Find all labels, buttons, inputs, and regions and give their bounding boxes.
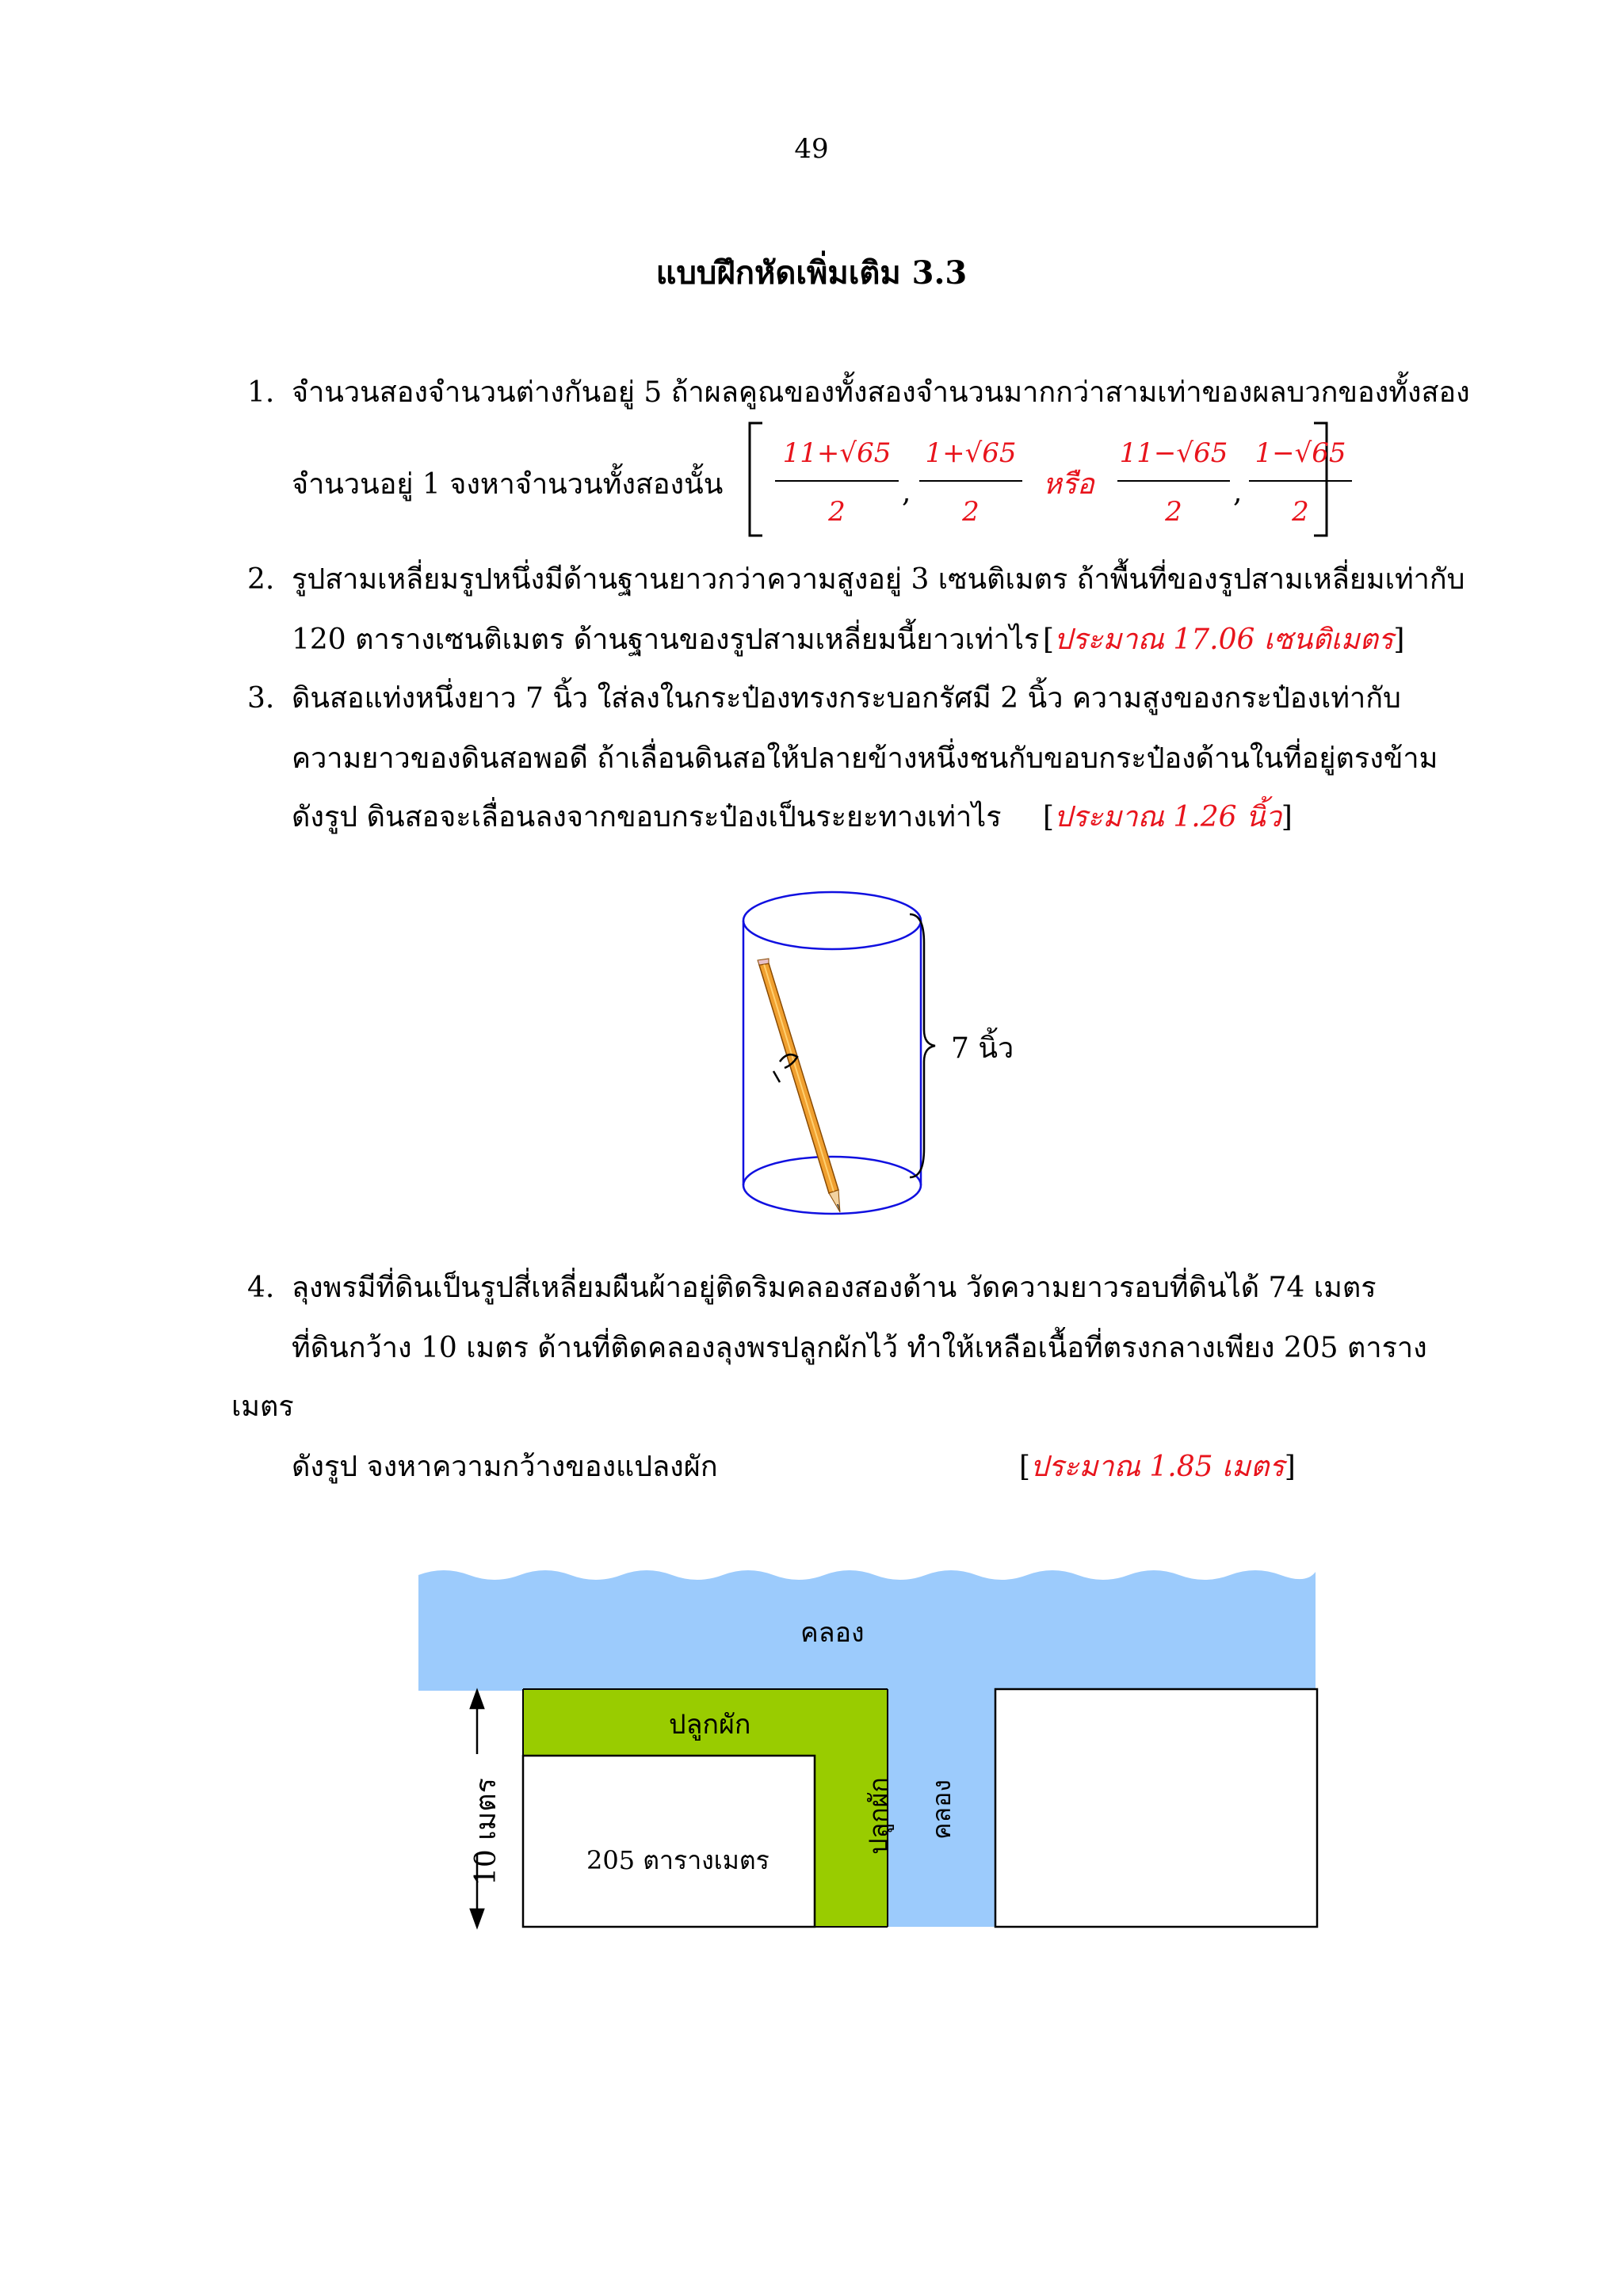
- right-land: [995, 1689, 1317, 1927]
- height-brace: [907, 911, 941, 1180]
- central-land: [523, 1756, 815, 1927]
- problem-3-line-3: ดังรูป ดินสอจะเลื่อนลงจากขอบกระป๋องเป็นระยะทางเท่าไร: [292, 801, 1002, 833]
- problem-3-answer: [ประมาณ 1.26 นิ้ว]: [1043, 801, 1293, 833]
- answer-comma: ,: [1233, 476, 1243, 509]
- answer-or: หรือ: [1043, 468, 1094, 501]
- answer-fraction-4: 1−√65 2: [1249, 437, 1352, 528]
- width-label: 10 เมตร: [470, 1777, 503, 1886]
- problem-1-number: 1.: [247, 376, 275, 409]
- height-label: 7 นิ้ว: [951, 1032, 1014, 1065]
- answer-fraction-3: 11−√65 2: [1117, 437, 1230, 528]
- problem-4-line-1: ลุงพรมีที่ดินเป็นรูปสี่เหลี่ยมผืนผ้าอยู่ติดริมคลองสองด้าน วัดความยาวรอบที่ดินได้ 74 เมตร: [292, 1272, 1377, 1304]
- answer-fraction-1: 11+√65 2: [775, 437, 899, 528]
- page-number: 49: [794, 133, 829, 165]
- canal-top: [418, 1570, 1316, 1691]
- problem-4-line-2: ที่ดินกว้าง 10 เมตร ด้านที่ติดคลองลุงพรปลูกผักไว้ ทำให้เหลือเนื้อที่ตรงกลางเพียง 205 ตาราง: [292, 1332, 1427, 1364]
- canal-top-label: คลอง: [800, 1617, 865, 1649]
- problem-2-number: 2.: [247, 563, 275, 596]
- problem-3-line-2: ความยาวของดินสอพอดี ถ้าเลื่อนดินสอให้ปลายข้างหนึ่งชนกับขอบกระป๋องด้านในที่อยู่ตรงข้าม: [292, 742, 1438, 775]
- answer-comma: ,: [902, 476, 911, 509]
- problem-2-line-2: 120 ตารางเซนติเมตร ด้านฐานของรูปสามเหลี่ยมนี้ยาวเท่าไร: [292, 624, 1040, 656]
- problem-2-line-1: รูปสามเหลี่ยมรูปหนึ่งมีด้านฐานยาวกว่าความสูงอยู่ 3 เซนติเมตร ถ้าพื้นที่ของรูปสามเหลี่ยมเท่ากับ: [292, 563, 1465, 596]
- page-title: แบบฝึกหัดเพิ่มเติม 3.3: [655, 254, 968, 292]
- vegetable-side-label: ปลูกผัก: [863, 1777, 894, 1855]
- area-label: 205 ตารางเมตร: [586, 1845, 769, 1875]
- problem-4-number: 4.: [247, 1272, 275, 1304]
- problem-3-line-1: ดินสอแท่งหนึ่งยาว 7 นิ้ว ใส่ลงในกระป๋องทรงกระบอกรัศมี 2 นิ้ว ความสูงของกระป๋องเท่ากับ: [292, 682, 1401, 715]
- land-canal-figure: [412, 1561, 1331, 1957]
- problem-1-line-2: จำนวนอยู่ 1 จงหาจำนวนทั้งสองนั้น: [292, 468, 724, 501]
- problem-2-answer: [ประมาณ 17.06 เซนติเมตร]: [1043, 624, 1405, 656]
- problem-4-answer: [ประมาณ 1.85 เมตร]: [1019, 1451, 1296, 1483]
- answer-fraction-2: 1+√65 2: [919, 437, 1022, 528]
- problem-3-number: 3.: [247, 682, 275, 715]
- problem-4-line-4: ดังรูป จงหาความกว้างของแปลงผัก: [292, 1451, 718, 1483]
- vegetable-top-label: ปลูกผัก: [669, 1709, 751, 1741]
- cylinder-shape: [743, 892, 921, 1214]
- canal-side-label: คลอง: [926, 1779, 957, 1840]
- problem-4-line-3: เมตร: [231, 1390, 294, 1423]
- problem-1-line-1: จำนวนสองจำนวนต่างกันอยู่ 5 ถ้าผลคูณของทั้งสองจำนวนมากกว่าสามเท่าของผลบวกของทั้งสอง: [292, 376, 1470, 409]
- pencil-icon: [758, 959, 840, 1212]
